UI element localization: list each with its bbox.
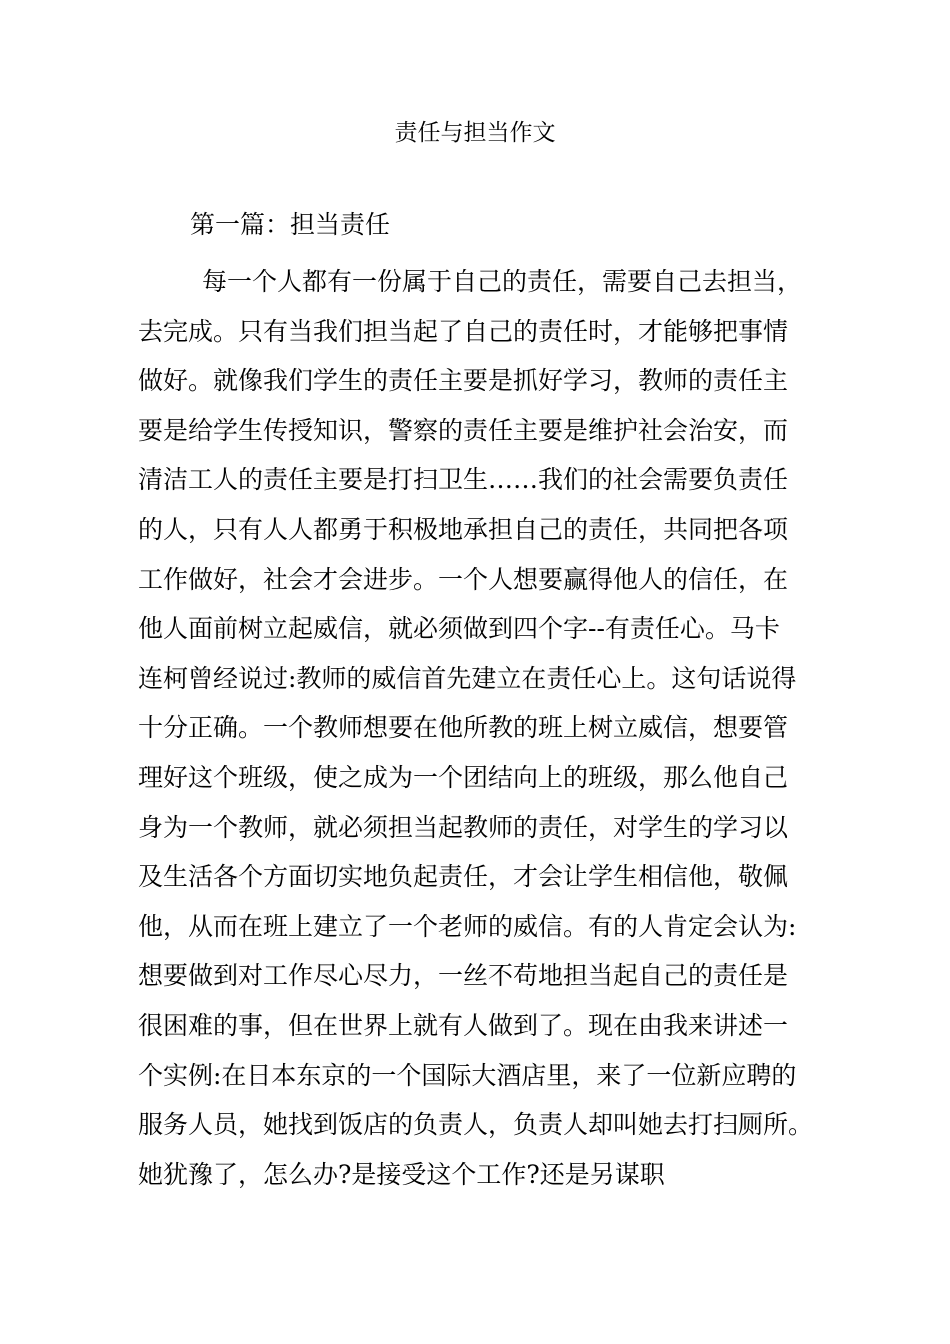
paragraph-line: 他，从而在班上建立了一个老师的威信。有的人肯定会认为: xyxy=(138,911,797,941)
paragraph-line: 连柯曾经说过:教师的威信首先建立在责任心上。这句话说得 xyxy=(138,663,797,693)
paragraph-line: 想要做到对工作尽心尽力，一丝不苟地担当起自己的责任是 xyxy=(138,961,789,991)
paragraph-line: 理好这个班级，使之成为一个团结向上的班级，那么他自己 xyxy=(138,762,789,792)
paragraph-line: 身为一个教师，就必须担当起教师的责任，对学生的学习以 xyxy=(138,812,789,842)
section-heading: 第一篇：担当责任 xyxy=(190,210,391,239)
paragraph-line: 做好。就像我们学生的责任主要是抓好学习，教师的责任主 xyxy=(138,366,789,396)
paragraph-line: 去完成。只有当我们担当起了自己的责任时，才能够把事情 xyxy=(138,316,789,346)
paragraph-line: 个实例:在日本东京的一个国际大酒店里，来了一位新应聘的 xyxy=(138,1060,797,1090)
paragraph-line: 每一个人都有一份属于自己的责任，需要自己去担当， xyxy=(202,267,803,296)
document-title: 责任与担当作文 xyxy=(394,120,556,146)
paragraph-line: 及生活各个方面切实地负起责任，才会让学生相信他，敬佩 xyxy=(138,862,789,892)
paragraph-line: 她犹豫了，怎么办?是接受这个工作?还是另谋职 xyxy=(138,1159,665,1189)
paragraph-line: 服务人员，她找到饭店的负责人，负责人却叫她去打扫厕所。 xyxy=(138,1110,814,1140)
paragraph-line: 十分正确。一个教师想要在他所教的班上树立威信，想要管 xyxy=(138,713,789,743)
body-paragraph xyxy=(138,257,818,1199)
paragraph-line: 清洁工人的责任主要是打扫卫生……我们的社会需要负责任 xyxy=(138,465,789,495)
paragraph-line: 要是给学生传授知识，警察的责任主要是维护社会治安，而 xyxy=(138,415,789,445)
paragraph-line: 工作做好，社会才会进步。一个人想要赢得他人的信任，在 xyxy=(138,564,789,594)
paragraph-line: 的人，只有人人都勇于积极地承担自己的责任，共同把各项 xyxy=(138,514,789,544)
paragraph-line: 他人面前树立起威信，就必须做到四个字--有责任心。马卡 xyxy=(138,614,780,644)
paragraph-line: 很困难的事，但在世界上就有人做到了。现在由我来讲述一 xyxy=(138,1010,789,1040)
